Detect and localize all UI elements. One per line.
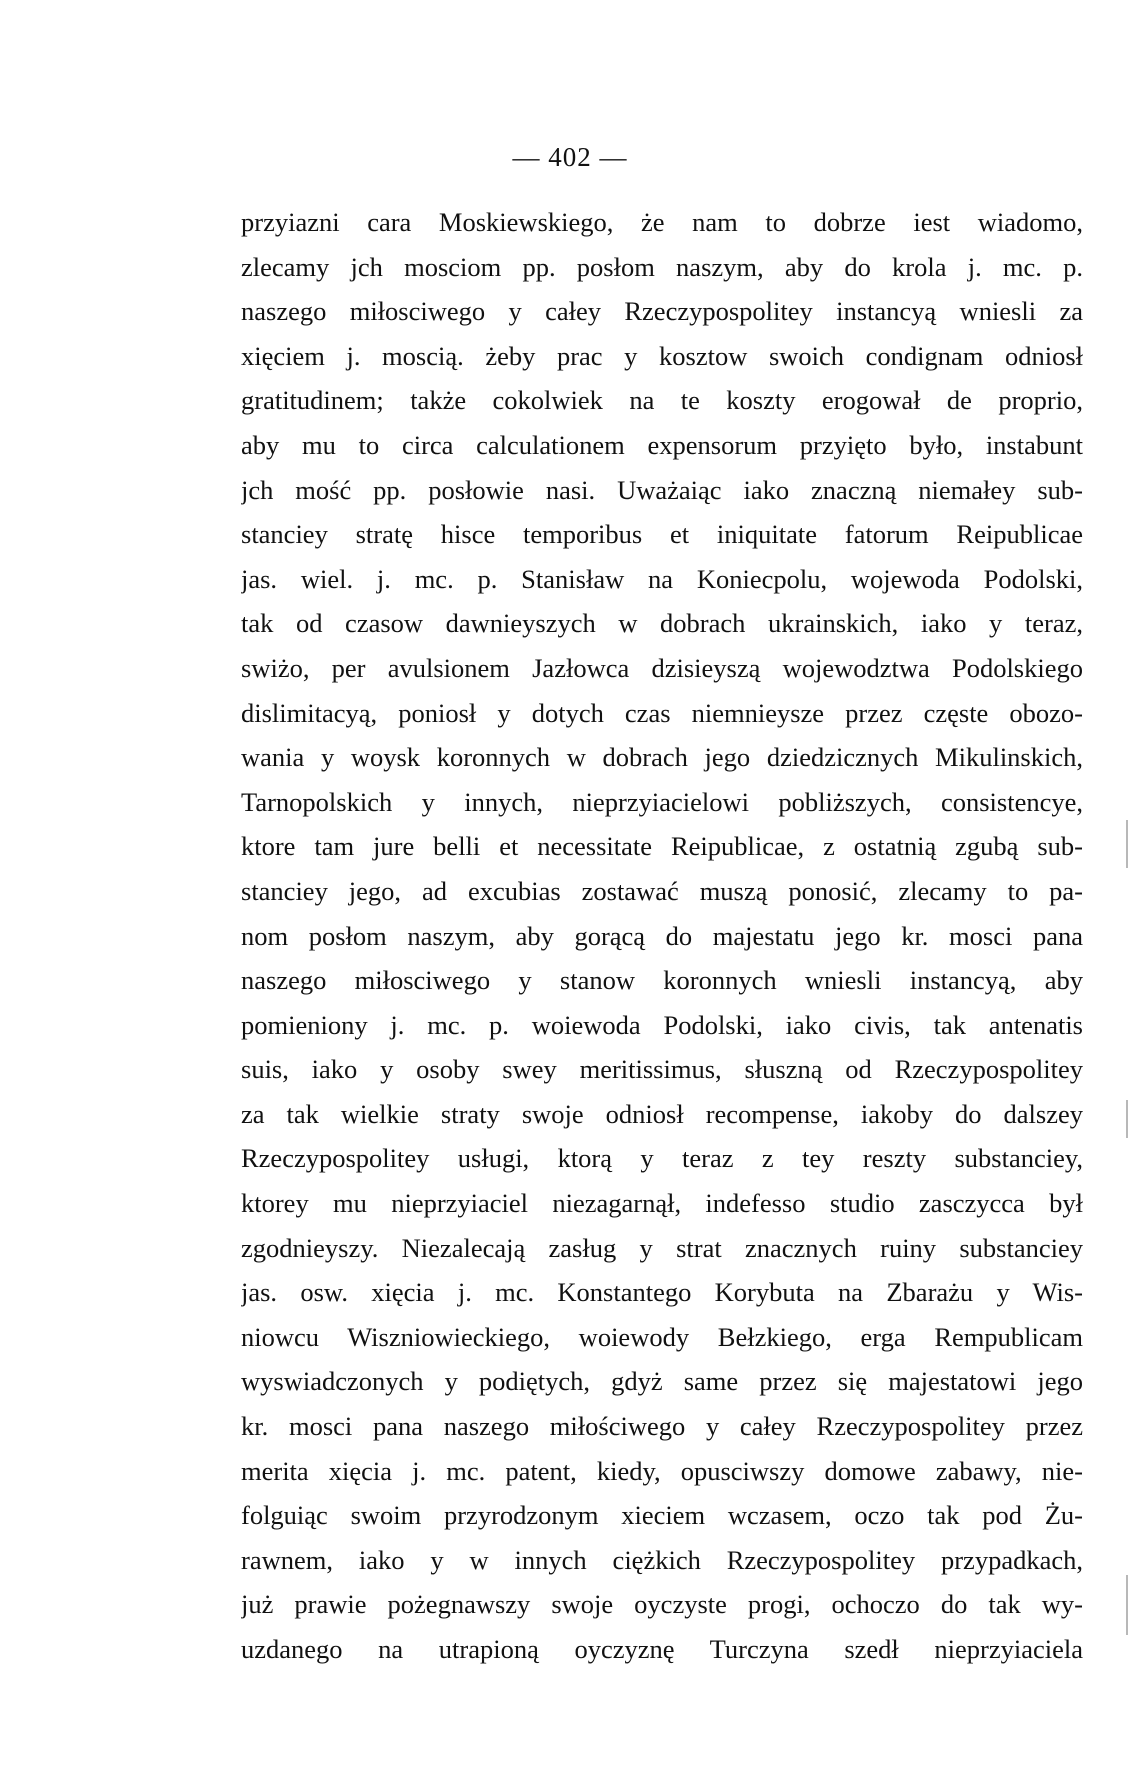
text-line: przyiazni cara Moskiewskiego, że nam to dobrze iest wiadomo, xyxy=(241,207,1083,237)
text-line: uzdanego na utrapioną oyczyznę Turczyna szedł nieprzyiaciela xyxy=(241,1634,1083,1664)
text-line: suis, iako y osoby swey meritissimus, słuszną od Rzeczypospolitey xyxy=(241,1054,1083,1085)
text-line: naszego miłosciwego y stanow koronnych wniesli instancyą, aby xyxy=(241,965,1083,996)
text-line: jas. osw. xięcia j. mc. Konstantego Korybuta na Zbarażu y Wis- xyxy=(241,1277,1083,1308)
text-line: xięciem j. moscią. żeby prac y kosztow swoich condignam odniosł xyxy=(241,340,1083,371)
text-line: Tarnopolskich y innych, nieprzyiacielowi pobliższych, consistencye, xyxy=(241,786,1083,817)
text-line: folguiąc swoim przyrodzonym xieciem wczasem, oczo tak pod Żu- xyxy=(241,1500,1083,1531)
text-line: dislimitacyą, poniosł y dotych czas niemnieysze przez częste obozo- xyxy=(241,697,1083,728)
body-text xyxy=(241,200,1083,1672)
text-line: aby mu to circa calculationem expensorum przyięto było, instabunt xyxy=(241,429,1083,460)
text-line: wyswiadczonych y podiętych, gdyż same przez się majestatowi jego xyxy=(241,1366,1083,1397)
text-line: nom posłom naszym, aby gorącą do majestatu jego kr. mosci pana xyxy=(241,920,1083,951)
text-line: pomieniony j. mc. p. woiewoda Podolski, iako civis, tak antenatis xyxy=(241,1009,1083,1040)
scan-margin-mark xyxy=(1126,820,1128,868)
text-line: tak od czasow dawnieyszych w dobrach ukrainskich, iako y teraz, xyxy=(241,608,1083,639)
scan-margin-mark xyxy=(1126,1100,1128,1138)
text-line: gratitudinem; także cokolwiek na te koszty erogował de proprio, xyxy=(241,385,1083,416)
page-number: — 402 — xyxy=(512,142,628,172)
text-line: ktorey mu nieprzyiaciel niezagarnął, indefesso studio zasczycca był xyxy=(241,1188,1083,1219)
text-line: zlecamy jch mosciom pp. posłom naszym, aby do krola j. mc. p. xyxy=(241,251,1083,282)
text-line: ktore tam jure belli et necessitate Reipublicae, z ostatnią zgubą sub- xyxy=(241,831,1083,862)
text-line: za tak wielkie straty swoje odniosł recompense, iakoby do dalszey xyxy=(241,1098,1083,1129)
text-line: Rzeczypospolitey usługi, ktorą y teraz z tey reszty substanciey, xyxy=(241,1143,1083,1174)
text-line: merita xięcia j. mc. patent, kiedy, opusciwszy domowe zabawy, nie- xyxy=(241,1455,1083,1486)
text-line: stanciey jego, ad excubias zostawać muszą ponosić, zlecamy to pa- xyxy=(241,875,1083,906)
text-line: naszego miłosciwego y całey Rzeczypospolitey instancyą wniesli za xyxy=(241,296,1083,327)
text-line: stanciey stratę hisce temporibus et iniquitate fatorum Reipublicae xyxy=(241,519,1083,550)
text-line: kr. mosci pana naszego miłościwego y całey Rzeczypospolitey przez xyxy=(241,1411,1083,1442)
text-line: zgodnieyszy. Niezalecają zasług y strat znacznych ruiny substanciey xyxy=(241,1232,1083,1263)
text-line: swiżo, per avulsionem Jazłowca dzisieyszą wojewodztwa Podolskiego xyxy=(241,652,1083,683)
text-line: już prawie pożegnawszy swoje oyczyste progi, ochoczo do tak wy- xyxy=(241,1589,1083,1620)
scan-margin-mark xyxy=(1126,1575,1128,1635)
text-line: niowcu Wiszniowieckiego, woiewody Bełzkiego, erga Rempublicam xyxy=(241,1321,1083,1352)
text-line: wania y woysk koronnych w dobrach jego dziedzicznych Mikulinskich, xyxy=(241,742,1083,773)
text-line: jas. wiel. j. mc. p. Stanisław na Koniecpolu, wojewoda Podolski, xyxy=(241,563,1083,594)
text-line: rawnem, iako y w innych ciężkich Rzeczypospolitey przypadkach, xyxy=(241,1544,1083,1575)
text-line: jch mość pp. posłowie nasi. Uważaiąc iako znaczną niemałey sub- xyxy=(241,474,1083,505)
